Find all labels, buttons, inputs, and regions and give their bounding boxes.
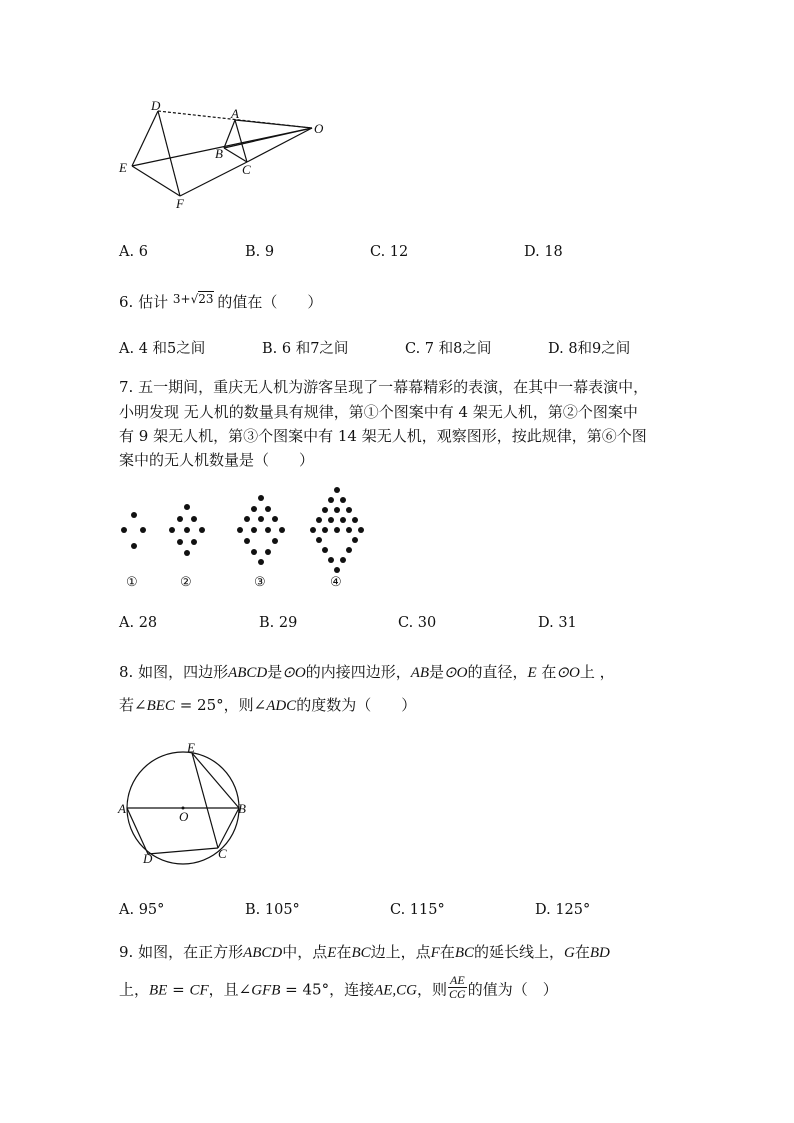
circle-o-symbol: ⊙O <box>444 665 468 681</box>
q9-text: 上， <box>119 980 150 999</box>
q8-label-B: B <box>238 801 246 816</box>
q8-line-2 <box>119 694 416 715</box>
q9-bc: BC <box>351 945 371 961</box>
q5-label-F: F <box>176 196 184 211</box>
q5-option-c[interactable]: C. 12 <box>370 244 409 260</box>
q6-option-c[interactable]: C. 7 和8之间 <box>405 341 492 357</box>
q9-be: BE <box>149 982 168 999</box>
q6-option-d[interactable]: D. 8和9之间 <box>548 341 631 357</box>
q8-option-d[interactable]: D. 125° <box>535 902 591 918</box>
q8-figure <box>110 740 270 870</box>
q6-expression <box>173 292 217 306</box>
q8-text: 是 <box>429 663 445 681</box>
q8-abcd: ABCD <box>228 665 268 681</box>
q8-label-O: O <box>179 809 189 824</box>
sqrt-sign-icon: √ <box>190 292 199 306</box>
q7-pattern-label-4: ④ <box>330 574 342 589</box>
q5-option-b[interactable]: B. 9 <box>245 244 275 260</box>
q7-pattern-label-2: ② <box>180 574 192 589</box>
q9-cf: CF <box>189 982 209 999</box>
q5-option-d[interactable]: D. 18 <box>524 244 563 260</box>
q9-text: = <box>167 980 190 999</box>
q9-text: 9. 如图，在正方形 <box>119 943 244 961</box>
q8-text: 是 <box>267 663 283 681</box>
q7-line-3: 有 9 架无人机，第③个图案中有 14 架无人机，观察图形，按此规律，第⑥个图 <box>119 427 647 445</box>
q7-line-1: 7. 五一期间，重庆无人机为游客呈现了一幕幕精彩的表演，在其中一幕表演中， <box>119 378 649 396</box>
q7-patterns <box>110 485 380 590</box>
q8-text: 的内接四边形， <box>305 663 411 681</box>
q9-line-1 <box>119 941 610 962</box>
q6-option-a[interactable]: A. 4 和5之间 <box>119 341 206 357</box>
q9-text: ，则 <box>417 980 448 999</box>
q8-text: 上 ， <box>579 663 615 681</box>
q9-g: G <box>564 945 575 961</box>
q8-ab: AB <box>410 665 430 681</box>
q7-line-4: 案中的无人机数量是（ ） <box>119 451 315 469</box>
circle-o-symbol: ⊙O <box>556 665 580 681</box>
q6-expr-a: 3+ <box>172 292 191 306</box>
q6-expr-b: 23 <box>198 292 214 306</box>
q8-text: 的直径， <box>467 663 528 681</box>
q8-bec: BEC <box>146 698 175 714</box>
q5-label-C: C <box>242 162 251 177</box>
q7-option-b[interactable]: B. 29 <box>259 615 298 631</box>
q5-label-B: B <box>215 146 223 161</box>
q8-option-b[interactable]: B. 105° <box>245 902 300 918</box>
q9-frac-num: AE <box>450 973 465 987</box>
q6-suffix: 的值在（ ） <box>217 293 323 311</box>
q7-option-c[interactable]: C. 30 <box>398 615 437 631</box>
q9-text: ，且∠ <box>208 980 252 999</box>
q9-bd: BD <box>589 945 610 961</box>
q9-abcd: ABCD <box>243 945 283 961</box>
q9-gfb: GFB <box>251 982 281 999</box>
q9-fraction <box>448 974 467 1001</box>
q9-bc: BC <box>454 945 475 961</box>
q9-text: 在 <box>574 943 590 961</box>
q9-text: 在 <box>336 943 352 961</box>
q5-label-E: E <box>119 160 127 175</box>
q6-stem <box>119 291 322 312</box>
q8-option-a[interactable]: A. 95° <box>119 902 165 918</box>
q7-pattern-label-1: ① <box>126 574 138 589</box>
q8-label-E: E <box>187 740 195 755</box>
circle-o-symbol: ⊙O <box>282 665 306 681</box>
q9-frac-den: CG <box>449 987 466 1001</box>
q8-text: 的度数为（ ） <box>296 696 417 714</box>
q9-line-2 <box>119 973 558 1004</box>
q9-text: 的延长线上， <box>474 943 565 961</box>
q8-e: E <box>527 665 537 681</box>
q9-ae-cg: AE,CG <box>374 982 417 999</box>
q9-text: 的值为（ ） <box>467 980 558 999</box>
q6-prefix: 6. 估计 <box>119 293 169 311</box>
q5-option-a[interactable]: A. 6 <box>119 244 148 260</box>
q8-adc: ADC <box>266 698 297 714</box>
q8-text: 在 <box>536 663 557 681</box>
q8-label-C: C <box>218 846 227 861</box>
q7-option-d[interactable]: D. 31 <box>538 615 577 631</box>
q8-text: = 25°，则∠ <box>174 696 267 714</box>
q9-text: 边上，点 <box>370 943 431 961</box>
q5-figure <box>110 98 350 218</box>
q6-option-b[interactable]: B. 6 和7之间 <box>262 341 349 357</box>
q7-pattern-label-3: ③ <box>254 574 266 589</box>
q8-text: 若∠ <box>119 696 147 714</box>
q5-label-A: A <box>231 106 239 121</box>
q8-label-A: A <box>118 801 126 816</box>
q5-label-O: O <box>314 121 324 136</box>
q9-text: 中，点 <box>282 943 328 961</box>
q5-label-D: D <box>151 98 161 113</box>
q9-text: = 45°，连接 <box>280 980 375 999</box>
q9-text: 在 <box>439 943 455 961</box>
q7-option-a[interactable]: A. 28 <box>119 615 158 631</box>
q9-e: E <box>327 945 337 961</box>
q7-line-2: 小明发现 无人机的数量具有规律，第①个图案中有 4 架无人机，第②个图案中 <box>119 403 638 421</box>
q8-label-D: D <box>143 851 153 866</box>
q8-line-1 <box>119 661 615 682</box>
q8-option-c[interactable]: C. 115° <box>390 902 445 918</box>
q8-text: 8. 如图，四边形 <box>119 663 229 681</box>
q9-f: F <box>430 945 440 961</box>
